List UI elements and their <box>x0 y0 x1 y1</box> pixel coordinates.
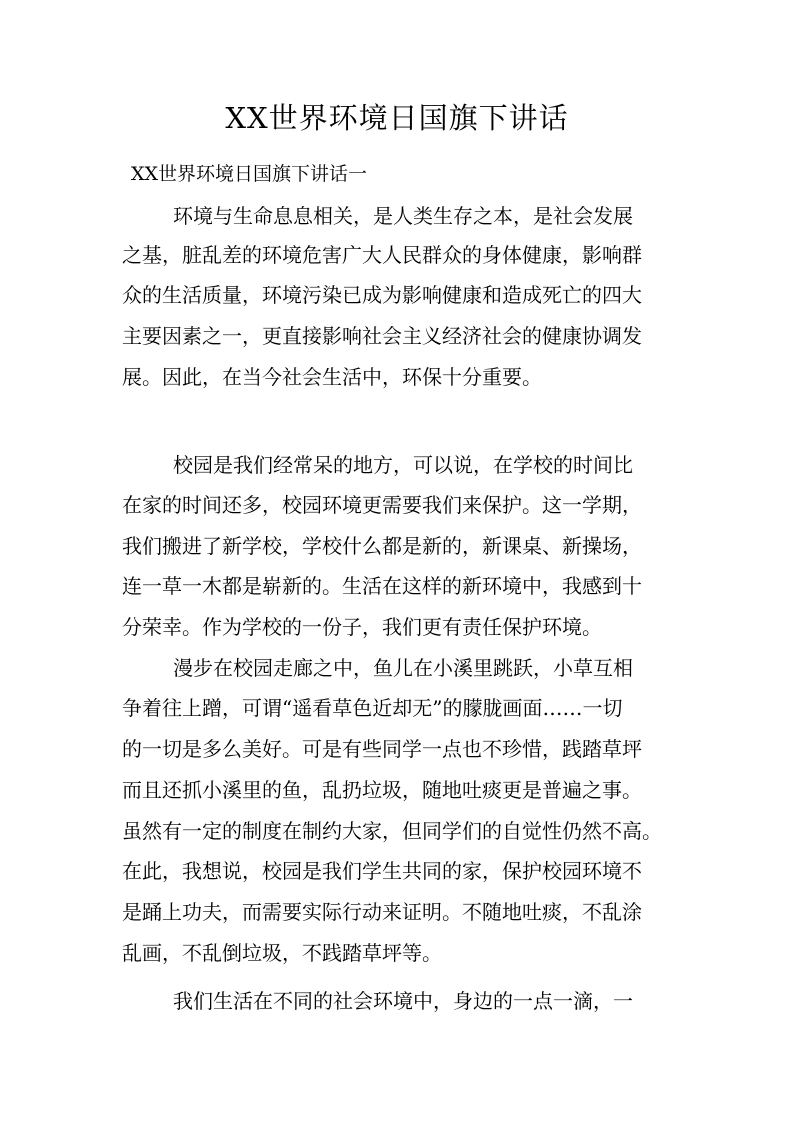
paragraph-line: 主要因素之一，更直接影响社会主义经济社会的健康协调发 <box>122 324 642 348</box>
paragraph-line: 的一切是多么美好。可是有些同学一点也不珍惜，践踏草坪 <box>122 737 642 761</box>
paragraph-line: 在此，我想说，校园是我们学生共同的家，保护校园环境不 <box>122 859 642 883</box>
paragraph-line: 连一草一木都是崭新的。生活在这样的新环境中，我感到十 <box>122 574 642 598</box>
paragraph-line: 分荣幸。作为学校的一份子，我们更有责任保护环境。 <box>122 615 602 639</box>
paragraph-line: 我们搬进了新学校，学校什么都是新的，新课桌、新操场， <box>122 534 642 558</box>
paragraph-line: 漫步在校园走廊之中，鱼儿在小溪里跳跃，小草互相 <box>173 656 633 680</box>
document-title: XX世界环境日国旗下讲话 <box>225 101 569 135</box>
paragraph-line: 我们生活在不同的社会环境中，身边的一点一滴，一 <box>173 989 633 1013</box>
paragraph-line: 争着往上蹭，可谓“遥看草色近却无”的朦胧画面……一切 <box>122 696 623 720</box>
paragraph-line: 众的生活质量，环境污染已成为影响健康和造成死亡的四大 <box>122 283 642 307</box>
paragraph-line: 在家的时间还多，校园环境更需要我们来保护。这一学期， <box>122 493 642 517</box>
paragraph-line: 展。因此，在当今社会生活中，环保十分重要。 <box>122 365 542 389</box>
paragraph-line: 乱画，不乱倒垃圾，不践踏草坪等。 <box>122 941 442 965</box>
paragraph-line: 环境与生命息息相关，是人类生存之本，是社会发展 <box>173 204 633 228</box>
paragraph-line: 之基，脏乱差的环境危害广大人民群众的身体健康，影响群 <box>122 243 642 267</box>
paragraph-line: 而且还抓小溪里的鱼，乱扔垃圾，随地吐痰更是普遍之事。 <box>122 778 642 802</box>
paragraph-line: 校园是我们经常呆的地方，可以说，在学校的时间比 <box>173 453 633 477</box>
paragraph-line: 虽然有一定的制度在制约大家，但同学们的自觉性仍然不高。 <box>122 819 662 843</box>
paragraph-line: 是踊上功夫，而需要实际行动来证明。不随地吐痰，不乱涂 <box>122 900 642 924</box>
section-subtitle: XX世界环境日国旗下讲话一 <box>131 163 368 185</box>
